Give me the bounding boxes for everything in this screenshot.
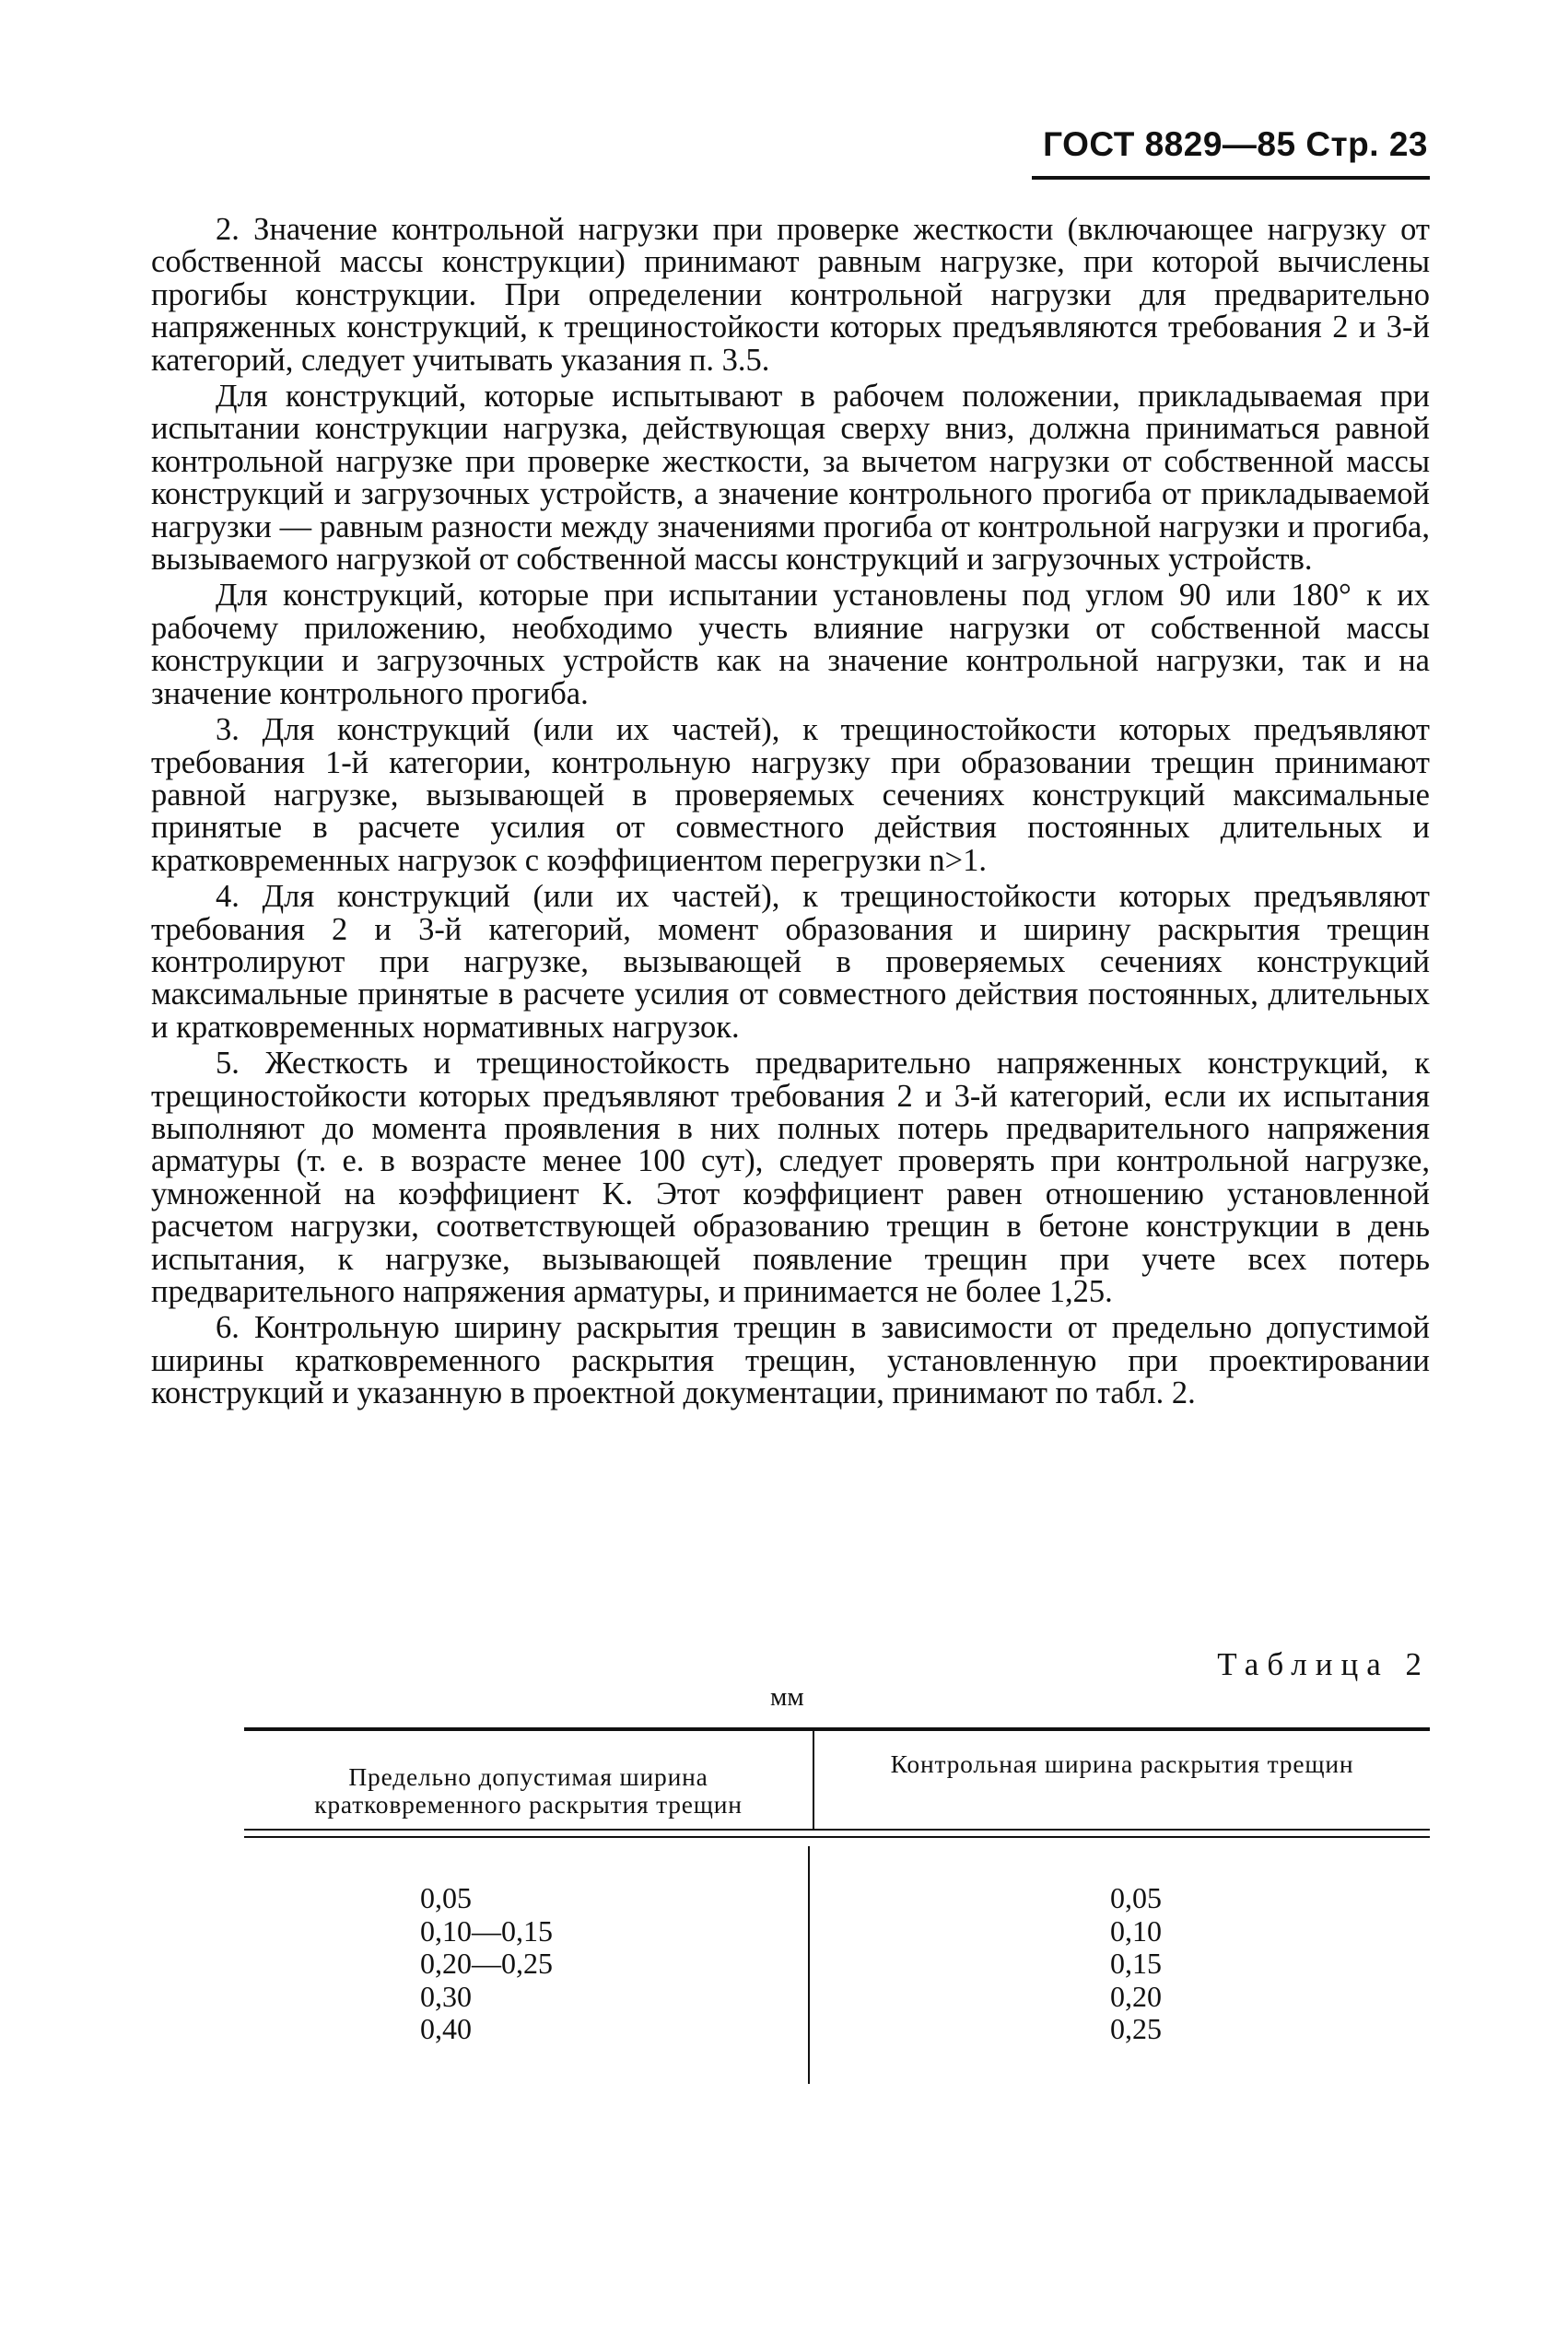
table-cell: 0,25 — [1110, 2012, 1162, 2045]
paragraph-5: 5. Жесткость и трещиностойкость предварительно напряженных конструкций, к трещиностойкости которых предъявляют требования 2 и 3-й категорий, если их испытания выполняют до момента проявления в них полных потерь предварительного напряжения арматуры (т. е. в возрасте менее 100 сут), следует проверять при контрольной нагрузке, умноженной на коэффициент K. Этот коэффициент равен отношению установленной расчетом нагрузки, соответствующей образованию трещин в бетоне конструкции в день испытания, к нагрузке, вызывающей появление трещин при учете всех потерь предварительного напряжения арматуры, и принимается не более 1,25. — [151, 1046, 1430, 1309]
paragraph-6: 6. Контрольную ширину раскрытия трещин в зависимости от предельно допустимой ширины кратковременного раскрытия трещин, установленную при проектировании конструкций и указанную в проектной документации, принимают по табл. 2. — [151, 1310, 1430, 1411]
table-cell: 0,10—0,15 — [420, 1913, 553, 1948]
table-header-rule-2 — [244, 1836, 1430, 1838]
table-body-divider — [808, 1846, 810, 2084]
col-control-width-values — [1110, 1882, 1162, 2046]
paragraph-2-working-position: Для конструкций, которые испытывают в рабочем положении, прикладываемая при испытании конструкции нагрузка, действующая сверху вниз, должна приниматься равной контрольной нагрузке при проверке жесткости, за вычетом нагрузки от собственной массы конструкций и загрузочных устройств, а значение контрольного прогиба от прикладываемой нагрузки — равным разности между значениями прогиба от контрольной нагрузки и прогиба, вызываемого нагрузкой от собственной массы конструкций и загрузочных устройств. — [151, 379, 1430, 578]
table-cell: 0,10 — [1110, 1913, 1162, 1948]
col-header-max-width: Предельно допустимая ширина кратковременного раскрытия трещин — [314, 1762, 743, 1819]
table-top-rule — [244, 1727, 1430, 1731]
table-cell: 0,05 — [420, 1881, 472, 1914]
col-header-control-width: Контрольная ширина раскрытия трещин — [890, 1749, 1354, 1778]
page-header: ГОСТ 8829—85 Стр. 23 — [1043, 125, 1428, 163]
table-cell: 0,30 — [420, 1979, 472, 2013]
header-rule — [1032, 176, 1430, 180]
table-units: мм — [770, 1682, 804, 1712]
table-cell: 0,15 — [1110, 1947, 1162, 1980]
table-caption: Таблица 2 — [1217, 1646, 1430, 1682]
table-header-divider — [813, 1731, 814, 1829]
table-cell: 0,20—0,25 — [420, 1947, 553, 1980]
paragraph-2: 2. Значение контрольной нагрузки при проверке жесткости (включающее нагрузку от собственной массы конструкции) принимают равным нагрузке, при которой вычислены прогибы конструкции. При определении контрольной нагрузки для предварительно напряженных конструкций, к трещиностойкости которых предъявляются требования 2 и 3-й категорий, следует учитывать указания п. 3.5. — [151, 212, 1430, 378]
paragraph-3: 3. Для конструкций (или их частей), к трещиностойкости которых предъявляют требования 1-й категории, контрольную нагрузку при образовании трещин принимают равной нагрузке, вызывающей в проверяемых сечениях конструкций максимальные принятые в расчете усилия от совместного действия постоянных длительных и кратковременных нагрузок с коэффициентом перегрузки n>1. — [151, 712, 1430, 878]
col-max-width-values — [420, 1882, 553, 2046]
table-cell: 0,20 — [1110, 1979, 1162, 2013]
paragraph-4: 4. Для конструкций (или их частей), к трещиностойкости которых предъявляют требования 2 и 3-й категорий, момент образования и ширину раскрытия трещин контролируют при нагрузке, вызывающей в проверяемых сечениях конструкций максимальные принятые в расчете усилия от совместного действия постоянных, длительных и кратковременных нормативных нагрузок. — [151, 879, 1430, 1045]
body-text — [151, 214, 1430, 1410]
table-cell: 0,05 — [1110, 1881, 1162, 1914]
table-header-rule-1 — [244, 1829, 1430, 1831]
paragraph-2-angle: Для конструкций, которые при испытании установлены под углом 90 или 180° к их рабочему приложению, необходимо учесть влияние нагрузки от собственной массы конструкции и загрузочных устройств как на значение контрольной нагрузки, так и на значение контрольного прогиба. — [151, 578, 1430, 711]
table-cell: 0,40 — [420, 2012, 472, 2045]
